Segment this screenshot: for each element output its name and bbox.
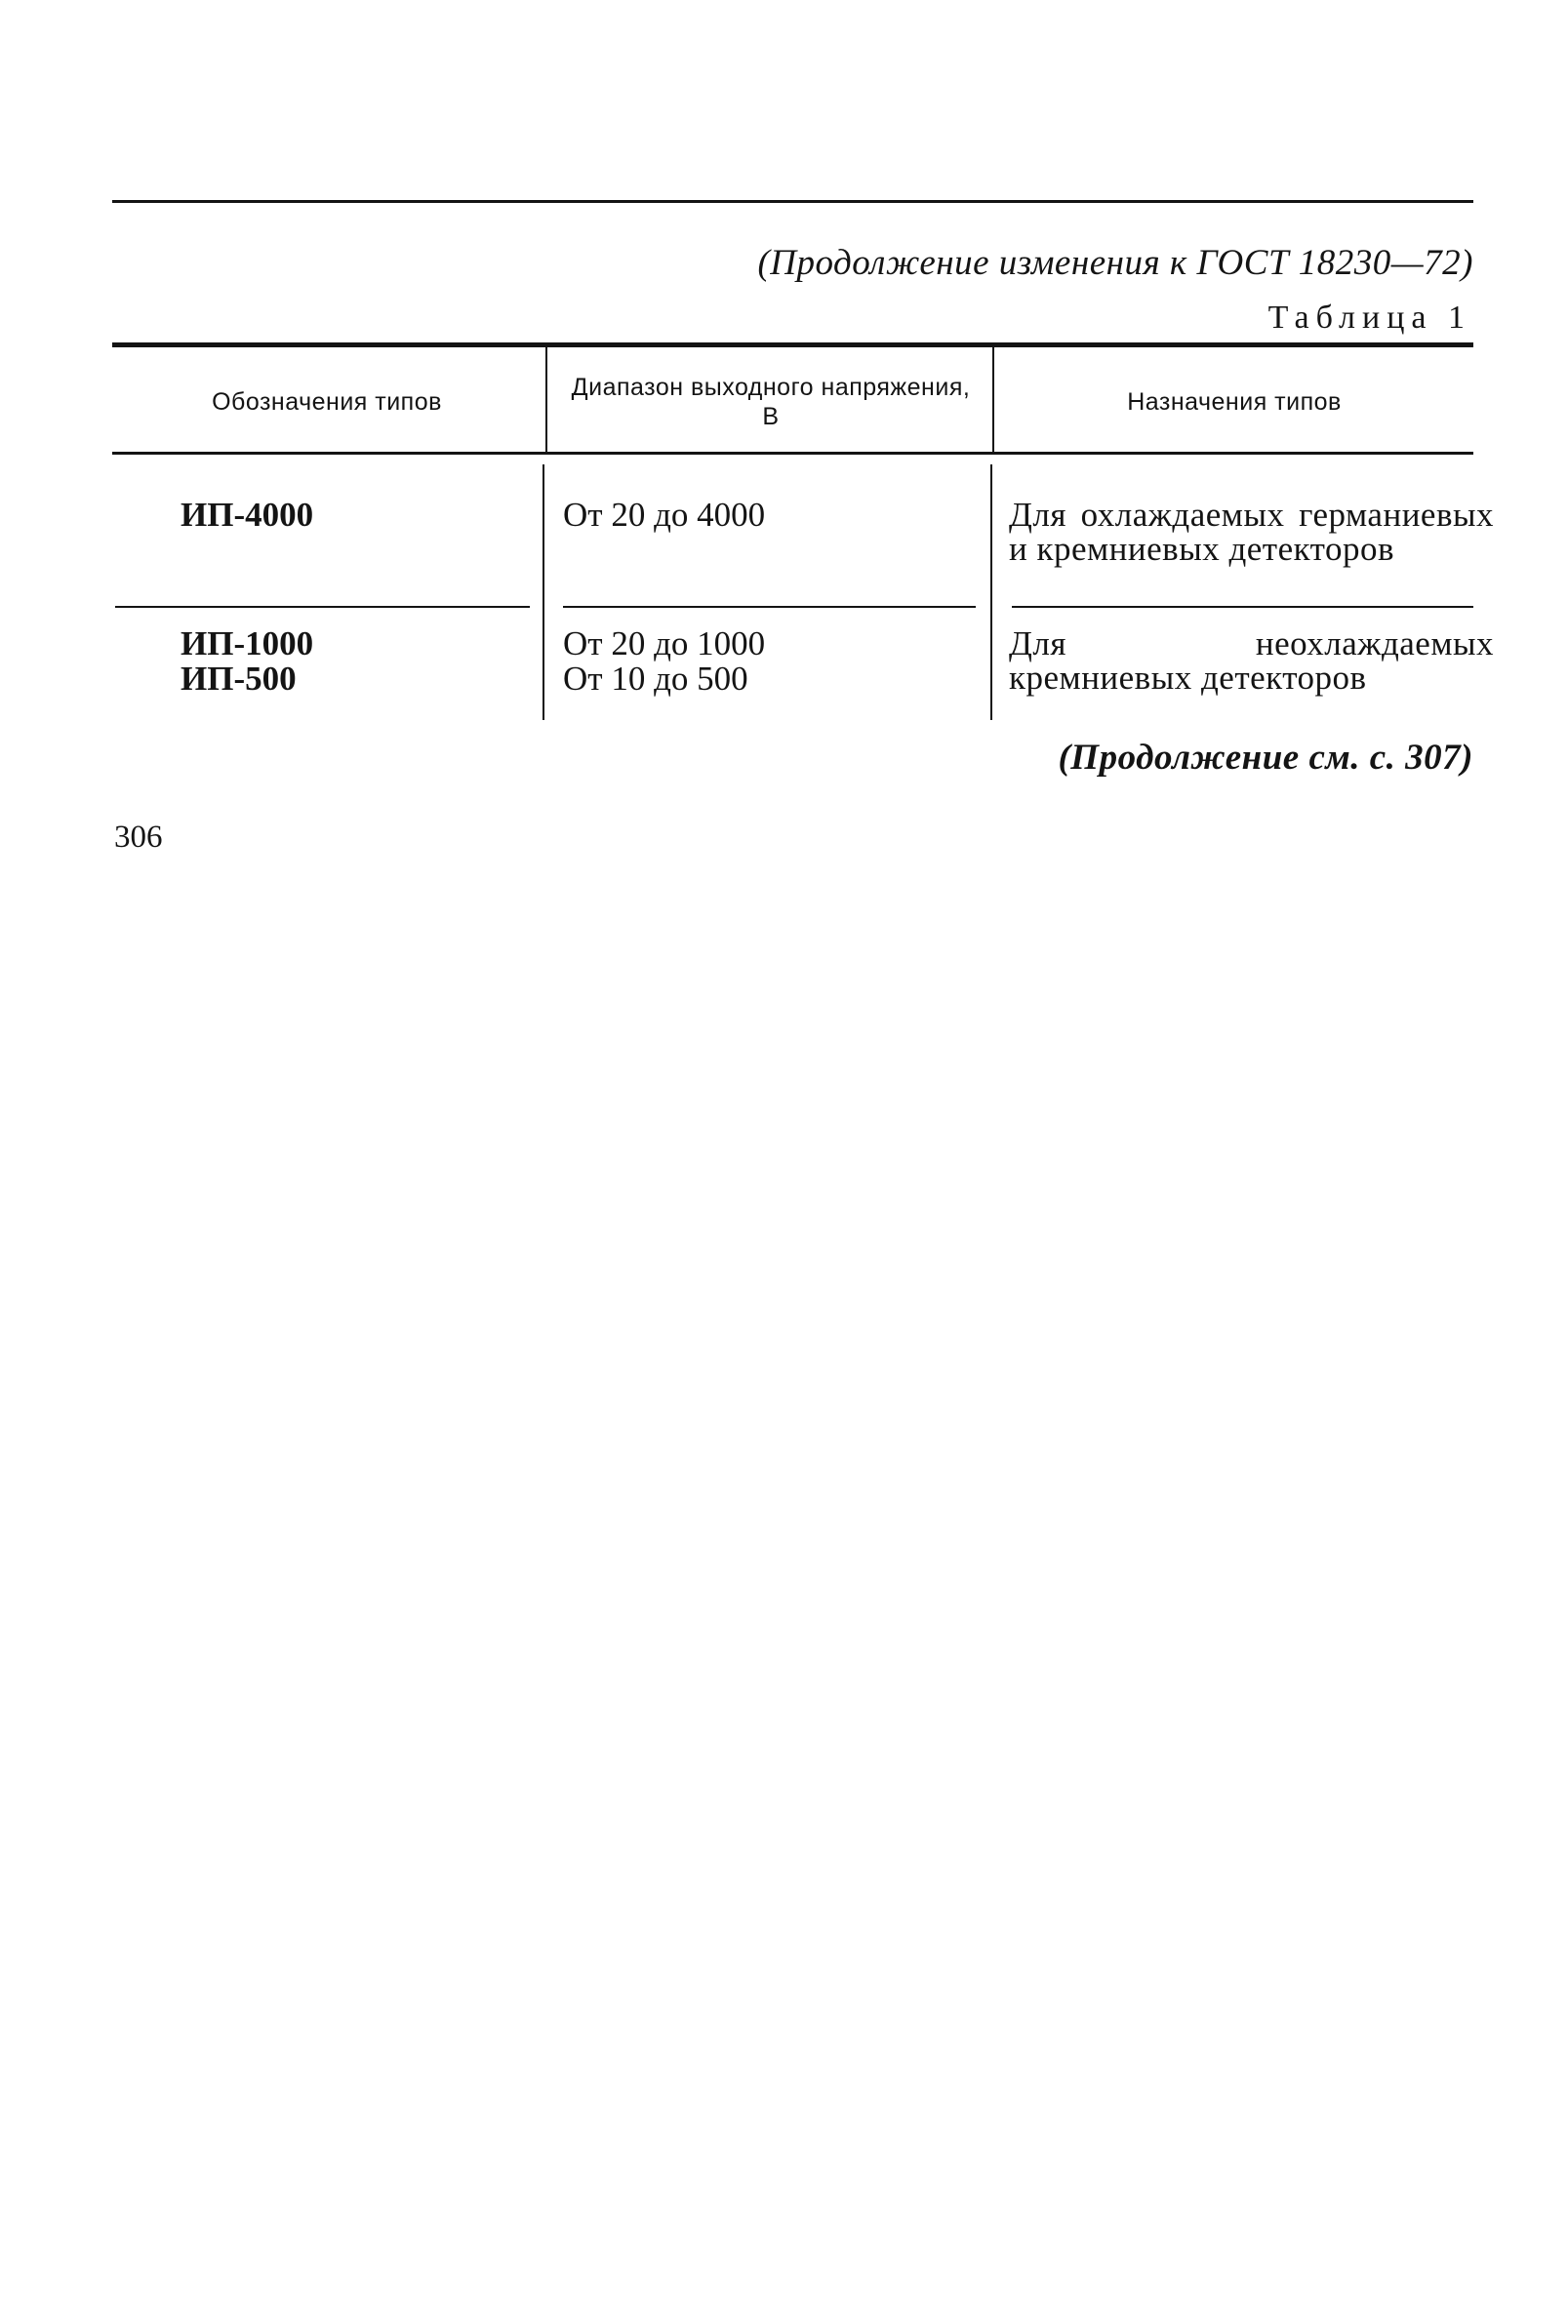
table-top-rule	[112, 342, 1473, 347]
top-rule	[112, 200, 1473, 203]
purpose-cell: Для неохлаждаемых кремниевых детекторов	[1009, 624, 1494, 697]
footer-continuation-note: (Продолжение см. с. 307)	[1058, 738, 1473, 778]
header-bottom-rule	[112, 452, 1473, 455]
purpose-cell: Для охлаждаемых германиевых и кремниевых детекторов	[1009, 496, 1494, 568]
page-number: 306	[114, 820, 163, 855]
column-divider	[990, 464, 992, 720]
row-divider	[563, 606, 976, 608]
continuation-note: (Продолжение изменения к ГОСТ 18230—72)	[757, 243, 1473, 283]
voltage-range-cell: От 10 до 500	[563, 660, 748, 698]
type-code-cell: ИП-4000	[181, 496, 314, 534]
voltage-range-cell: От 20 до 1000	[563, 624, 766, 662]
column-header-purpose: Назначения типов	[1127, 388, 1342, 416]
column-divider	[992, 347, 994, 452]
column-divider	[545, 347, 547, 452]
column-divider	[543, 464, 544, 720]
column-header-designation: Обозначения типов	[212, 388, 442, 416]
row-divider	[1012, 606, 1473, 608]
voltage-range-cell: От 20 до 4000	[563, 496, 766, 534]
table-label: Таблица 1	[1267, 300, 1471, 336]
row-divider	[115, 606, 530, 608]
type-code-cell: ИП-1000	[181, 624, 314, 662]
column-header-voltage-range: Диапазон выходного напряжения, В	[571, 374, 971, 430]
type-code-cell: ИП-500	[181, 660, 297, 698]
